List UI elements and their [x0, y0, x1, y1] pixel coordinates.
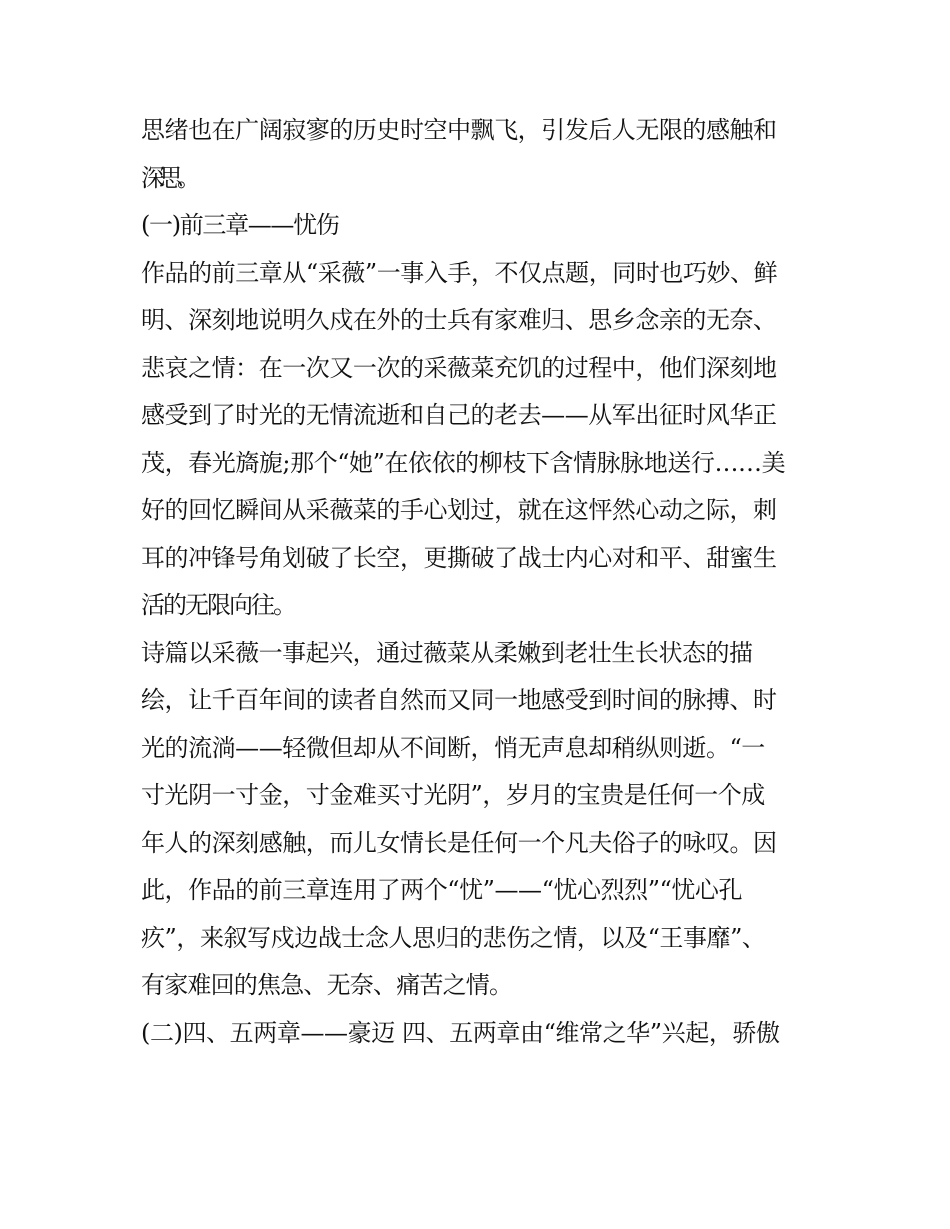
text-line: 疚”，来叙写戍边战士念人思归的悲伤之情，以及“王事靡”、: [141, 923, 766, 952]
section-heading: (一)前三章——忧伤: [141, 211, 339, 239]
text-line: 深思。: [141, 163, 195, 192]
text-line: 思绪也在广阔寂寥的历史时空中飘飞，引发后人无限的感触和: [141, 116, 777, 144]
text-line: 此，作品的前三章连用了两个“忧”——“忧心烈烈”“忧心孔: [141, 876, 743, 904]
text-line: 活的无限向往。: [141, 591, 295, 619]
text-line: 寸光阴一寸金，寸金难买寸光阴”，岁月的宝贵是任何一个成: [141, 781, 765, 809]
section-heading: (二)四、五两章——豪迈 四、五两章由“维常之华”兴起，骄傲: [141, 1018, 780, 1047]
text-line: 明、深刻地说明久戍在外的士兵有家难归、思乡念亲的无奈、: [141, 306, 777, 334]
text-line: 茂，春光旖旎;那个“她”在依依的柳枝下含情脉脉地送行……美: [141, 448, 786, 477]
text-line: 好的回忆瞬间从采薇菜的手心划过，就在这怦然心动之际，刺: [141, 496, 777, 524]
text-line: 作品的前三章从“采薇”一事入手，不仅点题，同时也巧妙、鲜: [141, 258, 778, 287]
text-line: 诗篇以采薇一事起兴，通过薇菜从柔嫩到老壮生长状态的描: [141, 638, 753, 667]
text-line: 年人的深刻感触，而儿女情长是任何一个凡夫俗子的咏叹。因: [141, 828, 777, 857]
text-line: 有家难回的焦急、无奈、痛苦之情。: [141, 971, 513, 999]
text-line: 绘，让千百年间的读者自然而又同一地感受到时间的脉搏、时: [141, 686, 777, 714]
text-line: 耳的冲锋号角划破了长空，更撕破了战士内心对和平、甜蜜生: [141, 543, 777, 572]
text-line: 感受到了时光的无情流逝和自己的老去——从军出征时风华正: [141, 401, 777, 429]
text-line: 悲哀之情：在一次又一次的采薇菜充饥的过程中，他们深刻地: [141, 353, 777, 382]
body-text: [141, 107, 821, 1057]
text-line: 光的流淌——轻微但却从不间断，悄无声息却稍纵则逝。“一: [141, 733, 765, 762]
